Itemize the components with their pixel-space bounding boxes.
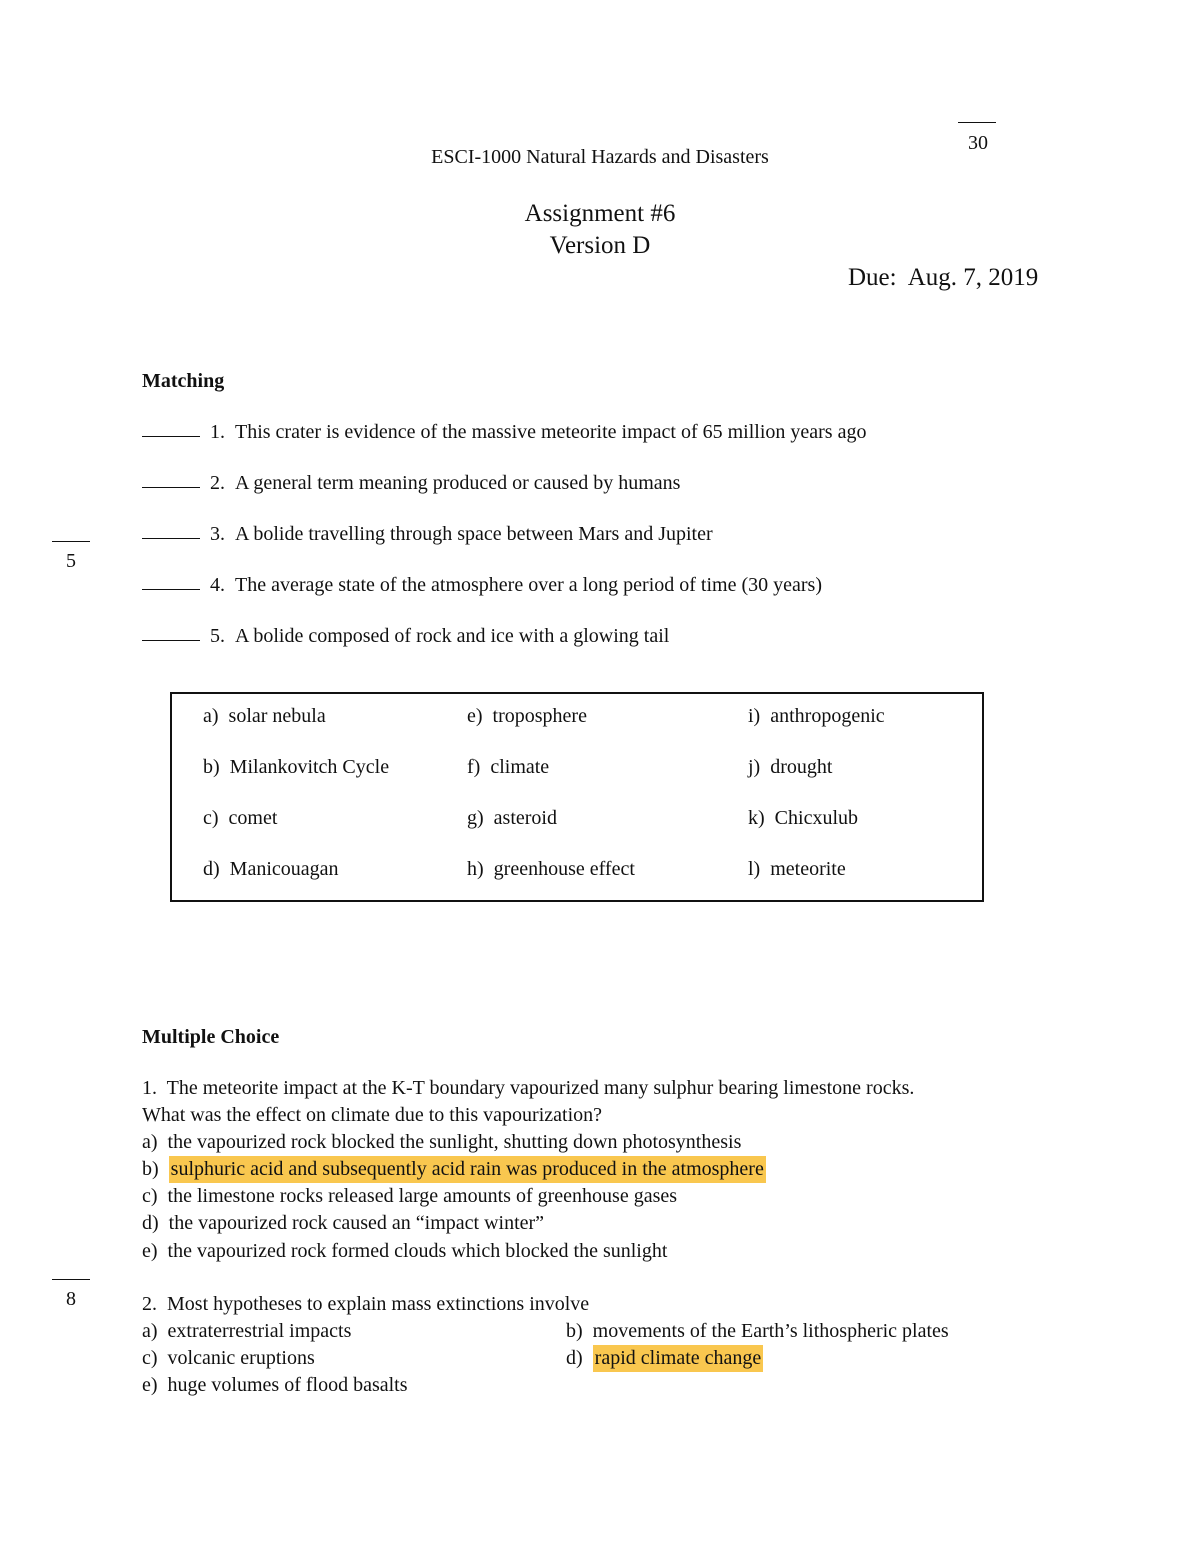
mc-question-2-stem: 2. Most hypotheses to explain mass extinctions involve	[142, 1293, 590, 1315]
matching-question: 5. A bolide composed of rock and ice with a glowing tail	[142, 625, 669, 648]
total-score: 30	[968, 132, 988, 154]
matching-option: g) asteroid	[467, 807, 557, 829]
version-label: Version D	[549, 232, 651, 259]
mc-option[interactable]: e) the vapourized rock formed clouds which blocked the sunlight	[142, 1240, 668, 1262]
matching-score: 5	[66, 550, 76, 572]
mc-question-1-stem-cont: What was the effect on climate due to this vapourization?	[142, 1104, 603, 1126]
mc-option[interactable]: a) the vapourized rock blocked the sunlight, shutting down photosynthesis	[142, 1131, 742, 1153]
mc-option[interactable]: d) the vapourized rock caused an “impact winter”	[142, 1212, 545, 1234]
matching-question: 4. The average state of the atmosphere over a long period of time (30 years)	[142, 574, 822, 597]
course-title: ESCI-1000 Natural Hazards and Disasters	[431, 146, 769, 168]
matching-option: b) Milankovitch Cycle	[203, 756, 390, 778]
assignment-title: Assignment #6	[524, 200, 676, 227]
matching-option: j) drought	[748, 756, 833, 778]
matching-option: k) Chicxulub	[748, 807, 859, 829]
matching-question: 3. A bolide travelling through space between Mars and Jupiter	[142, 523, 713, 546]
answer-highlight: sulphuric acid and subsequently acid rain was produced in the atmosphere	[169, 1156, 766, 1183]
matching-option: a) solar nebula	[203, 705, 326, 727]
multiple-choice-heading: Multiple Choice	[142, 1026, 280, 1048]
mc-option[interactable]: a) extraterrestrial impacts	[142, 1320, 352, 1342]
matching-option: i) anthropogenic	[748, 705, 885, 727]
mc-question-1-stem: 1. The meteorite impact at the K-T boundary vapourized many sulphur bearing limestone rocks.	[142, 1077, 915, 1099]
mc-score: 8	[66, 1288, 76, 1310]
answer-blank[interactable]	[142, 487, 200, 488]
matching-question: 2. A general term meaning produced or caused by humans	[142, 472, 680, 495]
matching-question: 1. This crater is evidence of the massive meteorite impact of 65 million years ago	[142, 421, 866, 444]
answer-blank[interactable]	[142, 640, 200, 641]
answer-highlight: rapid climate change	[593, 1345, 764, 1372]
total-score-line	[958, 122, 996, 123]
matching-option: c) comet	[203, 807, 278, 829]
matching-score-line	[52, 541, 90, 542]
matching-heading: Matching	[142, 370, 225, 392]
matching-option: f) climate	[467, 756, 550, 778]
matching-option: e) troposphere	[467, 705, 587, 727]
mc-option[interactable]: c) volcanic eruptions	[142, 1347, 315, 1369]
matching-option: l) meteorite	[748, 858, 846, 880]
mc-option[interactable]: c) the limestone rocks released large amounts of greenhouse gases	[142, 1185, 678, 1207]
matching-option: d) Manicouagan	[203, 858, 339, 880]
mc-score-line	[52, 1279, 90, 1280]
due-date: Due: Aug. 7, 2019	[848, 264, 1039, 291]
answer-blank[interactable]	[142, 436, 200, 437]
matching-option: h) greenhouse effect	[467, 858, 635, 880]
mc-option-selected[interactable]: d) rapid climate change	[566, 1347, 763, 1370]
mc-option[interactable]: e) huge volumes of flood basalts	[142, 1374, 408, 1396]
answer-blank[interactable]	[142, 589, 200, 590]
answer-blank[interactable]	[142, 538, 200, 539]
mc-option-selected[interactable]: b) sulphuric acid and subsequently acid rain was produced in the atmosphere	[142, 1158, 766, 1181]
mc-option[interactable]: b) movements of the Earth’s lithospheric plates	[566, 1320, 949, 1342]
